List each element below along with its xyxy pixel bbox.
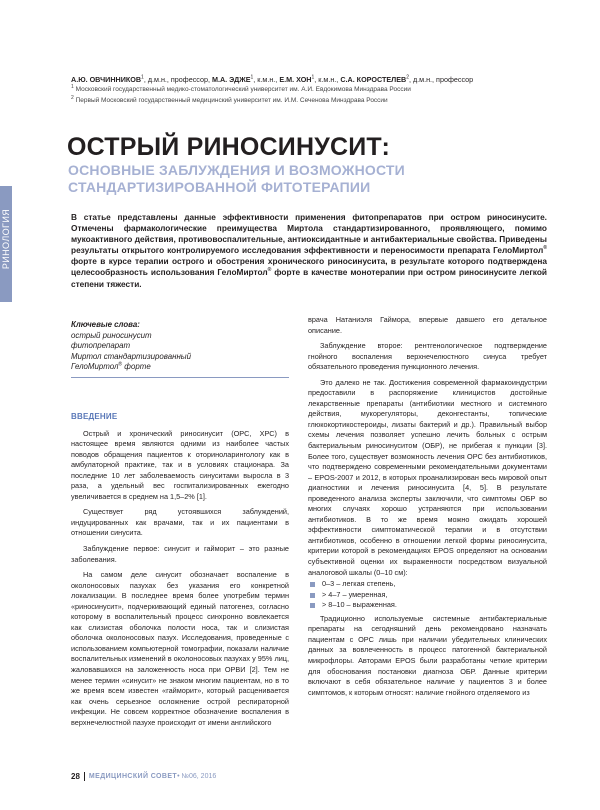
subtitle-line: ОСНОВНЫЕ ЗАБЛУЖДЕНИЯ И ВОЗМОЖНОСТИ xyxy=(68,162,405,178)
keywords-heading: Ключевые слова: xyxy=(71,320,140,329)
journal-name: МЕДИЦИНСКИЙ СОВЕТ xyxy=(88,773,178,780)
author-name: А.Ю. ОВЧИННИКОВ xyxy=(71,75,142,84)
paragraph: На самом деле синусит обозначает воспаление в околоносовых пазухах без указания его конкретной локализации. В последнее время более употребим термин «риносинусит», подчеркивающий единый патогенез, согласно которому в воспалительный процесс синхронно вовлекается как слизистая оболочка полости носа, так и слизистая оболочка околоносовых пазух. Исследования, проведенные с использованием компьютерной томографии, показали наличие воспалительных изменений в околоносовых пазухах у 95% лиц, жаловавшихся на заложенность носа при ОРВИ [2]. Тем не менее термин «синусит» не знаком многим пациентам, но в то же время всем известен «гайморит», который расценивается как очень серьезное осложнение острой респираторной инфекции. Не совсем корректное обозначение воспаления в верхнечелюстной пазухе происходит от имени английского xyxy=(71,570,289,727)
keywords-divider xyxy=(71,377,289,378)
severity-list xyxy=(308,579,547,611)
subtitle-line: СТАНДАРТИЗИРОВАННОЙ ФИТОТЕРАПИИ xyxy=(68,179,371,195)
list-item: > 4–7 – умеренная, xyxy=(308,590,547,601)
keyword: острый риносинусит xyxy=(71,330,152,340)
paragraph: врача Натаниэля Гаймора, впервые давшего его детальное описание. xyxy=(308,315,547,335)
list-item: > 8–10 – выраженная. xyxy=(308,600,547,611)
paragraph: Это далеко не так. Достижения современной фармакоиндустрии предоставили в распоряжение клиницистов достойные лекарственные препараты (антибиотики местного и системного действия, мукорегуляторы, деконгестанты, топические глюкокортикостероиды, лизаты бактерий и др.). Правильный выбор схемы лечения позволяет успешно лечить больных с острым бактериальным риносинуситом (ОБР), не прибегая к пункции [3]. Более того, существует возможность лечения ОРС без антибиотиков, что подтверждено современными рекомендательными документами – EPOS-2007 и 2012, в которых проанализирован весь мировой опыт диагностики и лечения риносинусита [4, 5]. В результате проведенного анализа эксперты заключили, что симптомы ОБР во многих случаях хорошо устраняются при использовании антибиотиков. В то же время можно ожидать хорошей эффективности симптоматической терапии и в отсутствии антибиотиков, особенно в отношении легкой формы риносинусита, критерии которой в рекомендациях EPOS определяют на основании субъективной оценки их выраженности посредством визуальной аналоговой шкалы (0–10 см): xyxy=(308,377,547,577)
page-number: 28 xyxy=(71,772,80,781)
list-item: 0–3 – легкая степень, xyxy=(308,579,547,590)
keywords-block xyxy=(71,320,289,378)
paragraph: Заблуждение первое: синусит и гайморит – это разные заболевания. xyxy=(71,544,289,564)
keyword: Миртол стандартизированный xyxy=(71,351,191,361)
author-name: М.А. ЭДЖЕ xyxy=(211,75,251,84)
right-column xyxy=(308,315,547,698)
article-title: ОСТРЫЙ РИНОСИНУСИТ: xyxy=(67,133,391,161)
bullet-square-icon xyxy=(310,593,315,598)
section-heading: ВВЕДЕНИЕ xyxy=(71,412,118,421)
left-column xyxy=(71,412,289,728)
affiliation-1: $^1$ Московский государственный медико-стоматологический университет им. А.И. Евдокимова Минздрава России xyxy=(71,84,411,94)
bullet-square-icon xyxy=(310,603,315,608)
author-name: Е.М. ХОН xyxy=(279,75,312,84)
authors-block xyxy=(71,75,551,106)
keyword: ГелоМиртол® форте xyxy=(71,361,151,372)
article-subtitle xyxy=(68,162,405,196)
section-tab-label: РИНОЛОГИЯ xyxy=(1,208,11,270)
paragraph: Традиционно используемые системные антибактериальные препараты на сегодняшний день рекомендовано назначать пациентам с ОРС лишь при наличии убедительных клинических данных за вовлеченность в процесс патогенной бактериальной микрофлоры. Авторами EPOS были разработаны четкие критерии для обоснования постановки диагноза ОБР. Данные критерии включают в себя обязательное наличие у пациентов 3 и более симптомов, к которым относят: наличие гнойного отделяемого из xyxy=(308,613,547,697)
paragraph: Существует ряд устоявшихся заблуждений, индуцированных как врачами, так и их пациентами в отношении синусита. xyxy=(71,507,289,538)
abstract: В статье представлены данные эффективности применения фитопрепаратов при остром риносинусите. Отмечены фармакологические преимущества Миртола стандартизированного, проявляющего, помимо мукоактивного действия, противовоспалительные, антиоксидантные и антибактериальные свойства. Приведены результаты открытого контролируемого исследования эффективности и переносимости препарата ГелоМиртол® форте в курсе терапии острого и обострения хронического риносинусита, в результате которого подтверждена целесообразность использования ГелоМиртол® форте в качестве монотерапии при остром риносинусите легкой степени тяжести. xyxy=(71,212,547,289)
page-footer xyxy=(71,772,216,781)
author-name: С.А. КОРОСТЕЛЕВ xyxy=(340,75,407,84)
affiliation-2: $^2$ Первый Московский государственный медицинский университет им. И.М. Сеченова Минздрава России xyxy=(71,94,388,104)
author-line: А.Ю. ОВЧИННИКОВ$^1$, д.м.н., профессор, М.А. ЭДЖЕ$^1$, к.м.н., Е.М. ХОН$^1$, к.м.н., С.А. КОРОСТЕЛЕВ$^2$, д.м.н., профессор xyxy=(71,74,474,84)
paragraph: Заблуждение второе: рентгенологическое подтверждение гнойного воспаления верхнечелюстного синуса требует обязательного проведения пункционного лечения. xyxy=(308,341,547,372)
journal-issue: • №06, 2016 xyxy=(177,773,217,780)
footer-divider xyxy=(84,772,85,781)
bullet-square-icon xyxy=(310,582,315,587)
keyword: фитопрепарат xyxy=(71,341,131,351)
paragraph: Острый и хронический риносинусит (ОРС, ХРС) в настоящее время являются одними из наиболее частых поводов обращения пациентов к оториноларингологу как в амбулаторной практике, так и в условиях стационара. За последние 10 лет заболеваемость синуситами выросла в 3 раза, а удельный вес госпитализированных ежегодно увеличивается в среднем на 1,5–2% [1]. xyxy=(71,428,289,501)
section-tab xyxy=(0,186,12,302)
